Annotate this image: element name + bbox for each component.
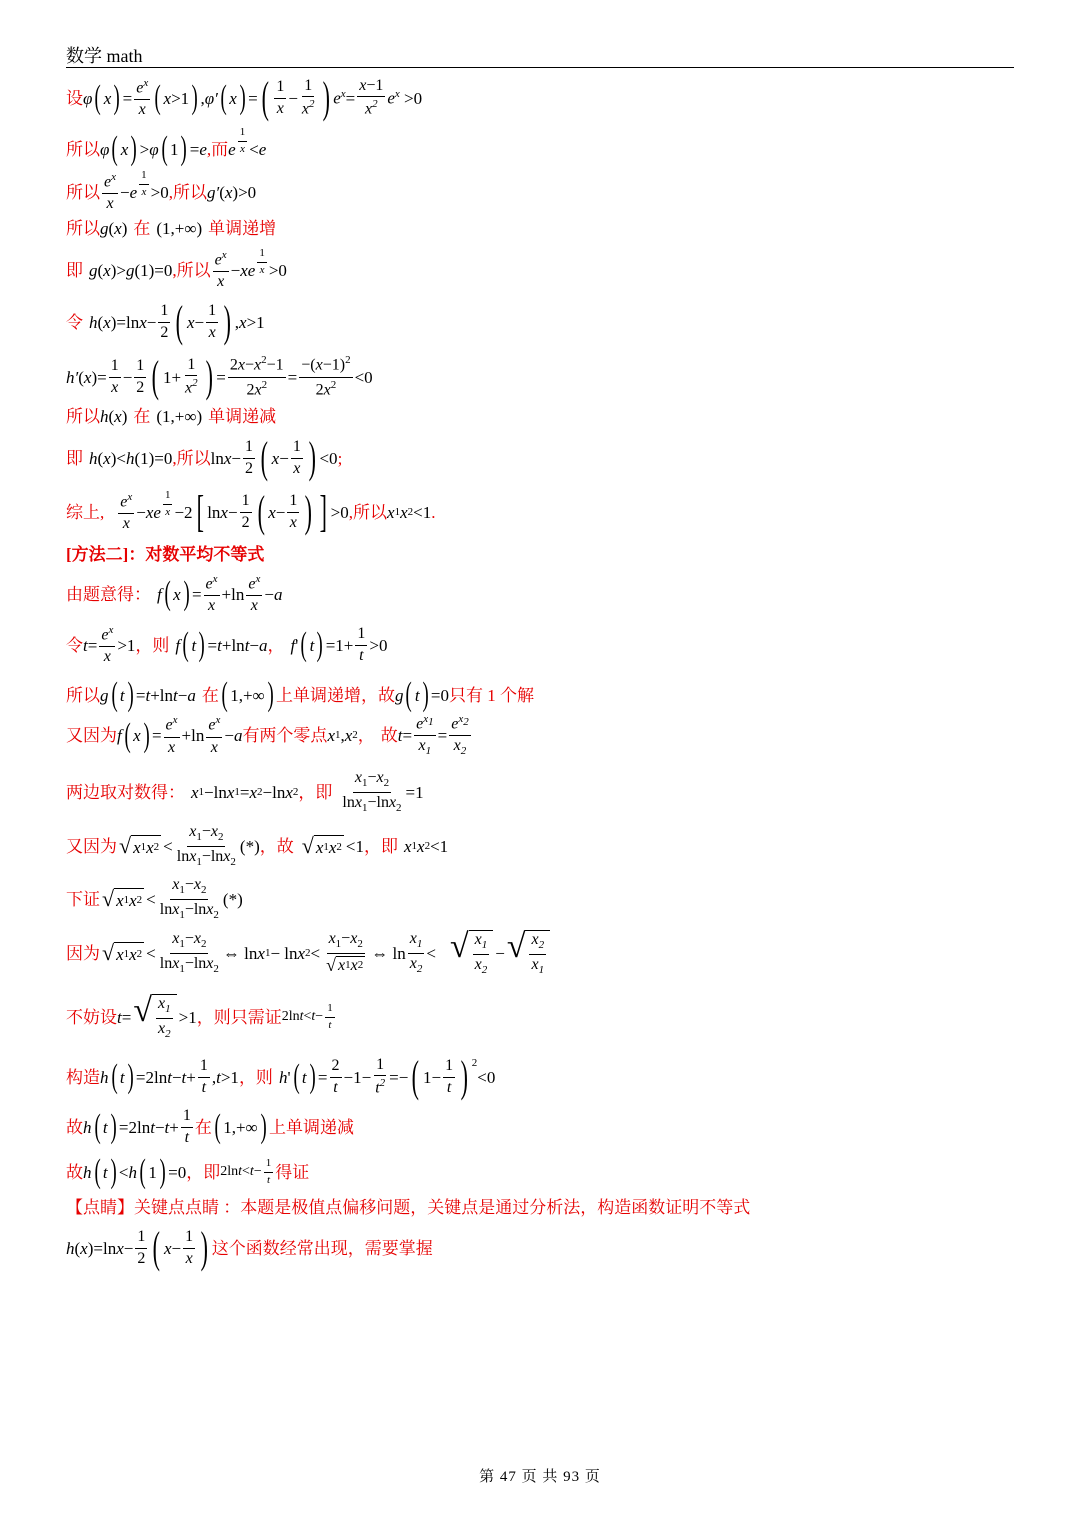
comment-tag: 【点睛】 [66, 1198, 134, 1217]
line-two-zeros: 又因为 f ( x ) = $\frac{e^x}{x}$ +ln $\frac{e^x}{x}$ − a 有两个零点 x 1 , x 2 ， 故 t = $\frac{e^{x_1}}{x_1}$ = $\frac{e^{x_2}}{x_2}$ [66, 713, 469, 758]
line-construct-h: 构造 h ( t ) =2ln t − t + $\frac{1}{t}$ , t >1 ，则 h ' ( t ) = $\frac{2}{t}$ −1− $\frac{1}{t^2}$ =− ( 1− $\frac{1}{t}$ ) $^2$ <0 [66, 1052, 496, 1101]
line-g-pos: 即 g ( x )> g (1)=0 ,所以 $\frac{e^x}{x}$ − xe $\frac{1}{x}$ >0 [66, 247, 287, 291]
line-gprime: 所以 $\frac{e^x}{x}$ − e $\frac{1}{x}$ >0 ,所以 g′ ( x )>0 [66, 169, 257, 213]
line-h-def: 令 h ( x )=ln x − $\frac{1}{2}$ ( x − $\frac{1}{x}$ ) , x >1 [66, 297, 265, 346]
page-footer: 第 47 页 共 93 页 [479, 1469, 601, 1485]
line-h-dec: 所以 h ( x ) 在 (1,+∞) 单调递减 [66, 407, 277, 426]
line-f-def: 由题意得： f ( x ) = $\frac{e^x}{x}$ +ln $\frac{e^x}{x}$ − a [66, 573, 283, 615]
line-g-inc: 所以 g ( x ) 在 (1,+∞) 单调递增 [66, 219, 277, 238]
header-rule [66, 67, 1014, 68]
line-proved: 故 h ( t ) < h ( 1 ) =0 ，即 2lnt<t− $\frac{1}{t}$ 得证 [66, 1153, 310, 1190]
line-h-neg: 即 h ( x )< h (1)=0 ,所以 ln x − $\frac{1}{2}$ ( x − $\frac{1}{x}$ ) <0 ; [66, 433, 343, 482]
line-log-mean: 又因为 √ x 1 x 2 < $\frac{x_1-x_2}{\ln x_1-\ln x_2}$ (*) ，故 √ x 1 x 2 <1 ，即 x 1 x 2 <1 [66, 823, 449, 868]
method-two-heading: [方法二]：对数平均不等式 [66, 545, 265, 564]
line-equivalent: 因为 √ x 1 x 2 < $\frac{x_1-x_2}{\ln x_1-\ln x_2}$ ⇔ ln x 1 − ln x 2 < $x_1-x_2$ √ x 1 x 2 ⇔ ln $\frac{x_1}{x_2}$ < √ $\frac{x_1}{x_2}$ − √ $\frac{x_2}{x_1}$ [66, 930, 552, 976]
line-let-t: 不妨设 t = √ $\frac{x_1}{x_2}$ >1 ，则只需证 2lnt<t− $\frac{1}{t}$ [66, 992, 333, 1040]
line-take-log: 两边取对数得： x 1 −ln x 1 = x 2 −ln x 2 ，即 $\frac{x_1-x_2}{\ln x_1-\ln x_2}$ =1 [66, 769, 424, 814]
comment-text: 关键点点睛 ：本题是极值点偏移问题，关键点是通过分析法，构造函数证明不等式 [134, 1198, 751, 1217]
line-t-def: 令 t = $\frac{e^x}{x}$ >1 ，则 f ( t ) = t +ln t − a ， f ' ( t ) =1+ $\frac{1}{t}$ >0 [66, 624, 388, 666]
line-summary: 综上, $\frac{e^x}{x}$ − xe $\frac{1}{x}$ −2 [ ln x − $\frac{1}{2}$ ( x − $\frac{1}{x}$ ) ] >0 ,所以 x 1 x 2 <1 . [66, 487, 436, 536]
line-h-dec-2: 故 h ( t ) =2ln t − t + $\frac{1}{t}$ 在 ( 1,+∞ ) 上单调递减 [66, 1107, 354, 1146]
line-g-unique: 所以 g ( t ) = t +ln t − a 在 ( 1,+∞ ) 上单调递增，故 g ( t ) =0 只有 1 个解 [66, 676, 534, 713]
line-phi-gt: 所以 φ ( x ) > φ ( 1 ) = e ,而 e $\frac{1}{x}$ < e [66, 125, 267, 167]
line-key-function: h ( x )=ln x − $\frac{1}{2}$ ( x − $\frac{1}{x}$ ) 这个函数经常出现，需要掌握 [66, 1223, 433, 1272]
line-to-prove: 下证 √ x 1 x 2 < $\frac{x_1-x_2}{\ln x_1-\ln x_2}$ (*) [66, 876, 243, 921]
header-title: 数学 math [66, 46, 143, 66]
line-hprime: h′ ( x )= $\frac{1}{x}$ − $\frac{1}{2}$ ( 1+ $\frac{1}{x^2}$ ) = $\frac{2x-x^2-1}{2x^2}$ = $\frac{-(x-1)^2}{2x^2}$ <0 [66, 352, 373, 401]
comment-line [66, 1199, 750, 1216]
line-phi-def: 设 φ ( x ) = $\frac{e^x}{x}$ ( x >1 ) , φ′ ( x ) = ( $\frac{1}{x}$ − $\frac{1}{x^2}$ ) $e^x$ = $\frac{x-1}{x^2}$ $e^x$ >0 [66, 73, 423, 122]
